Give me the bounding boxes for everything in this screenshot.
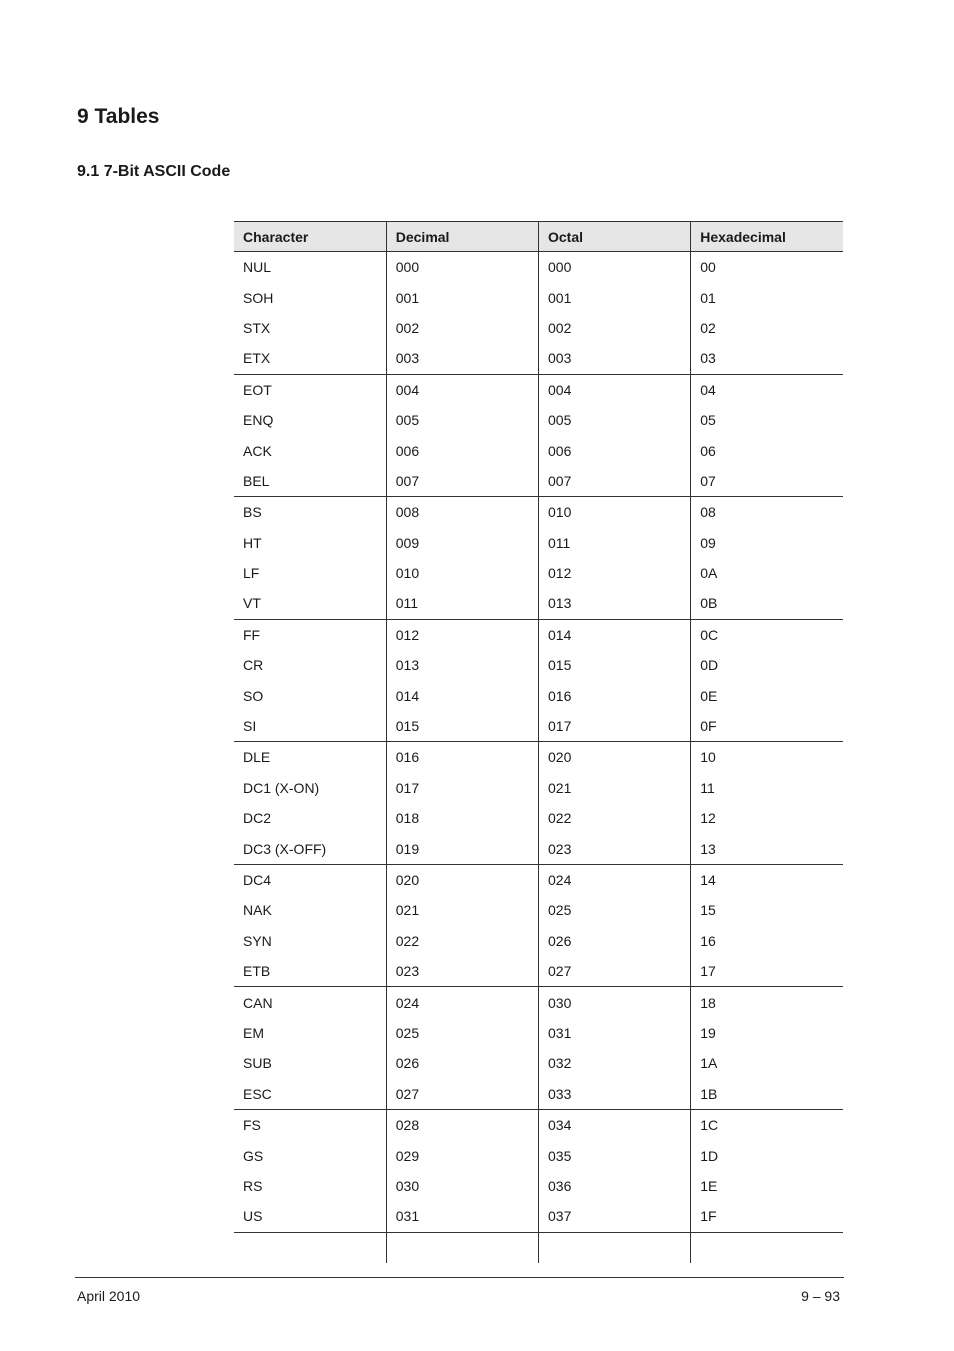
- cell-decimal: 016: [386, 742, 538, 773]
- cell-decimal: 013: [386, 650, 538, 680]
- table-row: [234, 895, 843, 925]
- cell-decimal: 004: [386, 374, 538, 405]
- cell-decimal: 017: [386, 773, 538, 803]
- cell-octal: 020: [539, 742, 691, 773]
- cell-hexadecimal: 09: [700, 534, 716, 551]
- table-row: [234, 252, 843, 283]
- table-row: [234, 374, 843, 405]
- table-row: [234, 742, 843, 773]
- cell-decimal: 019: [386, 833, 538, 864]
- table-row: [234, 773, 843, 803]
- cell-character: CAN: [234, 987, 386, 1018]
- cell-hexadecimal: 02: [700, 319, 716, 336]
- cell-octal: 003: [539, 343, 691, 374]
- table-row: [234, 528, 843, 558]
- cell-character: EM: [234, 1018, 386, 1048]
- cell-hexadecimal: 1E: [700, 1177, 718, 1194]
- cell-decimal: 003: [386, 343, 538, 374]
- cell-character: SUB: [234, 1048, 386, 1078]
- cell-character: HT: [234, 528, 386, 558]
- table-header-row: [234, 222, 843, 252]
- cell-octal: 033: [539, 1079, 691, 1110]
- cell-hexadecimal: 03: [691, 343, 843, 374]
- cell-octal: 010: [539, 497, 691, 528]
- cell-octal: 016: [539, 680, 691, 710]
- cell-hexadecimal: 16: [700, 932, 716, 949]
- cell-character: SOH: [234, 282, 386, 312]
- cell-hexadecimal: 00: [700, 259, 716, 276]
- cell-hexadecimal: 14: [700, 872, 716, 888]
- table-row: [234, 497, 843, 528]
- cell-decimal: 012: [386, 619, 538, 650]
- table-row: [234, 1171, 843, 1201]
- cell-decimal: 024: [386, 987, 538, 1018]
- cell-character: FF: [234, 619, 386, 650]
- cell-decimal: 006: [386, 435, 538, 465]
- footer-page-number: 9 – 93: [801, 1288, 840, 1304]
- table-row: [234, 711, 843, 742]
- cell-octal: 025: [539, 895, 691, 925]
- cell-character: US: [234, 1201, 386, 1232]
- cell-decimal: 028: [386, 1109, 538, 1140]
- cell-hexadecimal: 1F: [691, 1201, 843, 1232]
- table-row: [234, 1201, 843, 1232]
- cell-octal: 036: [539, 1171, 691, 1201]
- cell-decimal: 008: [386, 497, 538, 528]
- cell-octal: 035: [539, 1140, 691, 1170]
- cell-octal: 032: [539, 1048, 691, 1078]
- cell-octal: 021: [539, 773, 691, 803]
- cell-decimal: 031: [386, 1201, 538, 1232]
- cell-hexadecimal: 01: [700, 289, 716, 306]
- column-header-character: Character: [234, 222, 386, 252]
- table-row: [234, 833, 843, 864]
- cell-character: ESC: [234, 1079, 386, 1110]
- cell-decimal: 011: [386, 588, 538, 619]
- section-title: 9.1 7-Bit ASCII Code: [77, 163, 231, 180]
- cell-decimal: 005: [386, 405, 538, 435]
- chapter-title: 9 Tables: [77, 105, 160, 128]
- cell-decimal: 020: [386, 864, 538, 895]
- cell-hexadecimal: 1D: [700, 1147, 719, 1164]
- table-row: [234, 282, 843, 312]
- cell-octal: 017: [539, 711, 691, 742]
- cell-decimal: 014: [386, 680, 538, 710]
- table-spacer-row: [234, 1232, 843, 1263]
- cell-octal: 034: [539, 1109, 691, 1140]
- cell-character: STX: [234, 313, 386, 343]
- cell-hexadecimal: 0D: [700, 657, 719, 674]
- cell-decimal: 001: [386, 282, 538, 312]
- cell-character: VT: [234, 588, 386, 619]
- table-row: [234, 926, 843, 956]
- cell-character: EOT: [234, 374, 386, 405]
- cell-character: FS: [234, 1109, 386, 1140]
- table-row: [234, 987, 843, 1018]
- cell-hexadecimal: 15: [700, 902, 716, 919]
- footer-date: April 2010: [77, 1288, 141, 1304]
- ascii-code-table: [234, 221, 843, 1263]
- empty-cell: [691, 1232, 843, 1263]
- cell-hexadecimal: 18: [700, 994, 716, 1011]
- cell-character: LF: [234, 558, 386, 588]
- cell-octal: 015: [539, 650, 691, 680]
- table-row: [234, 1140, 843, 1170]
- cell-hexadecimal: 08: [700, 504, 716, 521]
- cell-hexadecimal: 10: [700, 749, 716, 766]
- table-row: [234, 650, 843, 680]
- cell-character: BEL: [234, 466, 386, 497]
- cell-decimal: 026: [386, 1048, 538, 1078]
- cell-hexadecimal: 1B: [691, 1079, 843, 1110]
- table-row: [234, 343, 843, 374]
- cell-hexadecimal: 07: [691, 466, 843, 497]
- column-header-octal: Octal: [539, 222, 691, 252]
- cell-octal: 014: [539, 619, 691, 650]
- cell-octal: 012: [539, 558, 691, 588]
- cell-decimal: 027: [386, 1079, 538, 1110]
- cell-character: ENQ: [234, 405, 386, 435]
- cell-character: DLE: [234, 742, 386, 773]
- cell-decimal: 023: [386, 956, 538, 987]
- cell-octal: 011: [539, 528, 691, 558]
- cell-character: SI: [234, 711, 386, 742]
- cell-hexadecimal: 06: [700, 442, 716, 459]
- cell-decimal: 007: [386, 466, 538, 497]
- cell-character: SYN: [234, 926, 386, 956]
- cell-character: NAK: [234, 895, 386, 925]
- table-row: [234, 558, 843, 588]
- table-row: [234, 1048, 843, 1078]
- cell-octal: 006: [539, 435, 691, 465]
- column-header-decimal: Decimal: [386, 222, 538, 252]
- cell-octal: 026: [539, 926, 691, 956]
- cell-decimal: 029: [386, 1140, 538, 1170]
- cell-hexadecimal: 12: [700, 810, 716, 827]
- table-row: [234, 313, 843, 343]
- cell-hexadecimal: 1C: [700, 1117, 719, 1134]
- cell-decimal: 002: [386, 313, 538, 343]
- cell-decimal: 030: [386, 1171, 538, 1201]
- cell-character: DC4: [234, 864, 386, 895]
- empty-cell: [234, 1232, 386, 1263]
- cell-character: NUL: [234, 252, 386, 283]
- cell-hexadecimal: 0E: [700, 687, 718, 704]
- footer-divider: [75, 1277, 844, 1278]
- table-body: [234, 252, 843, 1263]
- cell-character: DC3 (X-OFF): [234, 833, 386, 864]
- cell-octal: 022: [539, 803, 691, 833]
- cell-octal: 005: [539, 405, 691, 435]
- cell-hexadecimal: 0F: [691, 711, 843, 742]
- cell-character: ACK: [234, 435, 386, 465]
- cell-character: DC2: [234, 803, 386, 833]
- cell-octal: 031: [539, 1018, 691, 1048]
- cell-octal: 030: [539, 987, 691, 1018]
- table-row: [234, 619, 843, 650]
- table-row: [234, 405, 843, 435]
- table-row: [234, 588, 843, 619]
- table-row: [234, 1018, 843, 1048]
- cell-hexadecimal: 19: [700, 1024, 716, 1041]
- cell-character: RS: [234, 1171, 386, 1201]
- cell-decimal: 025: [386, 1018, 538, 1048]
- cell-decimal: 010: [386, 558, 538, 588]
- table-row: [234, 956, 843, 987]
- cell-hexadecimal: 05: [700, 412, 716, 429]
- cell-hexadecimal: 0A: [700, 565, 718, 582]
- cell-hexadecimal: 1A: [700, 1055, 718, 1072]
- cell-hexadecimal: 0C: [700, 626, 719, 643]
- cell-hexadecimal: 17: [691, 956, 843, 987]
- cell-decimal: 018: [386, 803, 538, 833]
- empty-cell: [539, 1232, 691, 1263]
- cell-character: CR: [234, 650, 386, 680]
- cell-octal: 013: [539, 588, 691, 619]
- cell-decimal: 009: [386, 528, 538, 558]
- cell-decimal: 000: [386, 252, 538, 283]
- cell-octal: 000: [539, 252, 691, 283]
- cell-decimal: 015: [386, 711, 538, 742]
- cell-hexadecimal: 0B: [691, 588, 843, 619]
- cell-octal: 004: [539, 374, 691, 405]
- cell-character: DC1 (X-ON): [234, 773, 386, 803]
- column-header-hexadecimal: Hexadecimal: [691, 222, 843, 252]
- table-row: [234, 1109, 843, 1140]
- table-row: [234, 466, 843, 497]
- cell-decimal: 022: [386, 926, 538, 956]
- cell-character: BS: [234, 497, 386, 528]
- cell-octal: 001: [539, 282, 691, 312]
- cell-hexadecimal: 04: [700, 381, 716, 398]
- cell-octal: 002: [539, 313, 691, 343]
- table-row: [234, 803, 843, 833]
- cell-octal: 023: [539, 833, 691, 864]
- cell-decimal: 021: [386, 895, 538, 925]
- cell-character: ETB: [234, 956, 386, 987]
- cell-hexadecimal: 13: [691, 833, 843, 864]
- cell-character: ETX: [234, 343, 386, 374]
- cell-hexadecimal: 11: [700, 779, 715, 796]
- cell-octal: 027: [539, 956, 691, 987]
- cell-octal: 037: [539, 1201, 691, 1232]
- table-row: [234, 680, 843, 710]
- cell-character: GS: [234, 1140, 386, 1170]
- empty-cell: [386, 1232, 538, 1263]
- table-row: [234, 864, 843, 895]
- table-row: [234, 435, 843, 465]
- table-row: [234, 1079, 843, 1110]
- cell-character: SO: [234, 680, 386, 710]
- cell-octal: 024: [539, 864, 691, 895]
- cell-octal: 007: [539, 466, 691, 497]
